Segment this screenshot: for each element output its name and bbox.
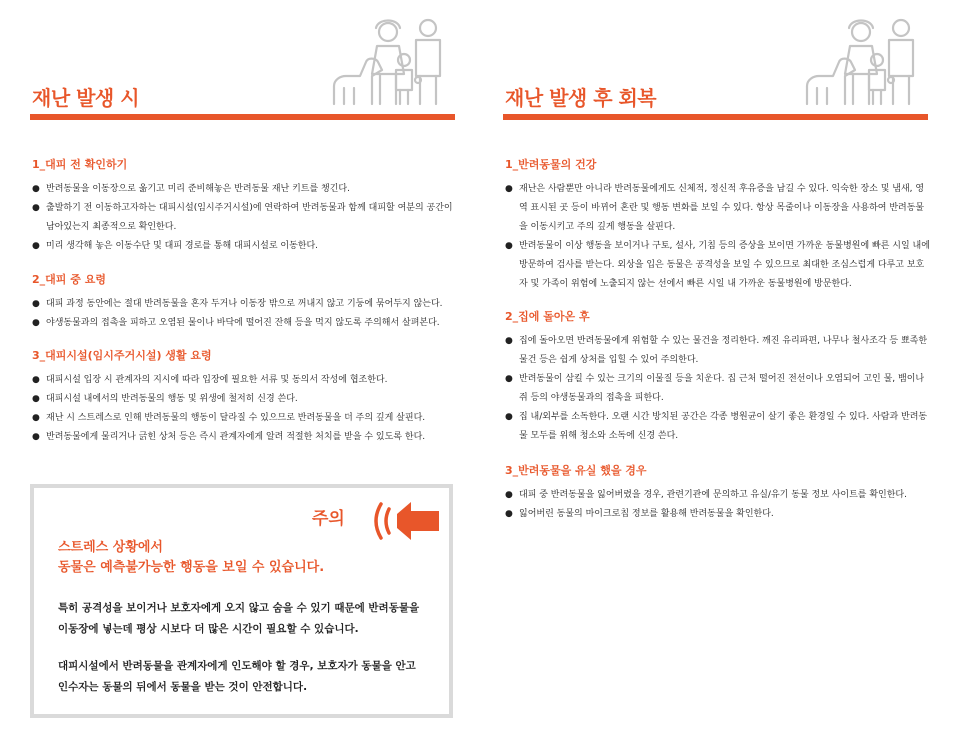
section-heading: 3_반려동물을 유실 했을 경우 — [505, 464, 647, 477]
callout-line: 인수자는 동물의 뒤에서 동물을 받는 것이 안전합니다. — [58, 681, 308, 693]
caution-label: 주의 — [312, 509, 345, 529]
callout-line: 대피시설에서 반려동물을 관계자에게 인도해야 할 경우, 보호자가 동물을 안고 — [58, 660, 416, 672]
callout-heading-line: 스트레스 상황에서 — [58, 540, 163, 555]
section-1 — [32, 156, 457, 256]
caution-callout — [30, 484, 453, 718]
callout-paragraph — [58, 656, 448, 698]
section-heading: 1_반려동물의 건강 — [505, 158, 597, 171]
megaphone-icon — [367, 496, 447, 546]
list-item: ● 재난은 사람뿐만 아니라 반려동물에게도 신체적, 정신적 후유증을 남길 수 있다. 익숙한 장소 및 냄새, 영역 표시된 곳 등이 바뀌어 혼란 및 행동 변화를 보일 수 있다. 항상 목줄이나 이동장을 사용하여 반려동물을 이동시키고 주의 깊게 행동을 살핀다. — [505, 180, 930, 237]
list-item: ● 대피시설 내에서의 반려동물의 행동 및 위생에 철저히 신경 쓴다. — [32, 390, 457, 409]
list-item: ● 잃어버린 동물의 마이크로칩 정보를 활용해 반려동물을 확인한다. — [505, 505, 930, 524]
section-heading: 3_대피시설(임시주거시설) 생활 요령 — [32, 349, 212, 362]
family-with-pets-icon — [803, 14, 923, 110]
list-item: ● 집 내/외부를 소독한다. 오랜 시간 방치된 공간은 각종 병원균이 살기 좋은 환경일 수 있다. 사람과 반려동물 모두를 위해 청소와 소독에 신경 쓴다. — [505, 408, 930, 446]
section-title: 재난 발생 시 — [32, 86, 140, 110]
list-item: ● 재난 시 스트레스로 인해 반려동물의 행동이 달라질 수 있으므로 반려동물을 더 주의 깊게 살핀다. — [32, 409, 457, 428]
callout-heading-line: 동물은 예측불가능한 행동을 보일 수 있습니다. — [58, 560, 325, 575]
callout-paragraph — [58, 598, 448, 640]
section-title: 재난 발생 후 회복 — [505, 86, 657, 110]
family-with-pets-icon — [330, 14, 450, 110]
list-item: ● 대피 과정 동안에는 절대 반려동물을 혼자 두거나 이동장 밖으로 꺼내지 않고 기둥에 묶어두지 않는다. — [32, 295, 457, 314]
section-2 — [32, 271, 457, 333]
list-item: ● 반려동물이 이상 행동을 보이거나 구토, 설사, 기침 등의 증상을 보이면 가까운 동물병원에 빠른 시일 내에 방문하여 검사를 받는다. 외상을 입은 동물은 공격성을 보일 수 있으므로 최대한 조심스럽게 다루고 보호자 및 가족이 위험에 노출되지 않는 선에서 빠른 시일 내 가까운 동물병원에 방문한다. — [505, 237, 930, 294]
section-heading: 2_집에 돌아온 후 — [505, 310, 590, 323]
callout-line: 특히 공격성을 보이거나 보호자에게 오지 않고 숨을 수 있기 때문에 반려동물을 — [58, 602, 420, 614]
callout-heading — [58, 538, 324, 578]
list-item: ● 대피시설 입장 시 관계자의 지시에 따라 입장에 필요한 서류 및 동의서 작성에 협조한다. — [32, 371, 457, 390]
section-1 — [505, 156, 930, 294]
header-rule — [503, 114, 928, 120]
section-heading: 1_대피 전 확인하기 — [32, 158, 128, 171]
callout-line: 이동장에 넣는데 평상 시보다 더 많은 시간이 필요할 수 있습니다. — [58, 623, 359, 635]
section-heading: 2_대피 중 요령 — [32, 273, 106, 286]
section-3 — [32, 347, 457, 447]
header-rule — [30, 114, 455, 120]
section-2 — [505, 308, 930, 446]
list-item: ● 반려동물에게 물리거나 긁힌 상처 등은 즉시 관계자에게 알려 적절한 처치를 받을 수 있도록 한다. — [32, 428, 457, 447]
list-item: ● 야생동물과의 접촉을 피하고 오염된 물이나 바닥에 떨어진 잔해 등을 먹지 않도록 주의해서 살펴본다. — [32, 314, 457, 333]
list-item: ● 출발하기 전 이동하고자하는 대피시설(임시주거시설)에 연락하여 반려동물과 함께 대피할 여분의 공간이 남아있는지 최종적으로 확인한다. — [32, 199, 457, 237]
section-3 — [505, 462, 930, 524]
list-item: ● 미리 생각해 놓은 이동수단 및 대피 경로를 통해 대피시설로 이동한다. — [32, 237, 457, 256]
list-item: ● 반려동물을 이동장으로 옮기고 미리 준비해놓은 반려동물 재난 키트를 챙긴다. — [32, 180, 457, 199]
list-item: ● 집에 돌아오면 반려동물에게 위험할 수 있는 물건을 정리한다. 깨진 유리파편, 나무나 철사조각 등 뾰족한 물건 등은 쉽게 상처를 입힐 수 있어 주의한다. — [505, 332, 930, 370]
list-item: ● 반려동물이 삼킬 수 있는 크기의 이물질 등을 치운다. 집 근처 떨어진 전선이나 오염되어 고인 물, 뱀이나 쥐 등의 야생동물과의 접촉을 피한다. — [505, 370, 930, 408]
list-item: ● 대피 중 반려동물을 잃어버렸을 경우, 관련기관에 문의하고 유실/유기 동물 정보 사이트를 확인한다. — [505, 486, 930, 505]
